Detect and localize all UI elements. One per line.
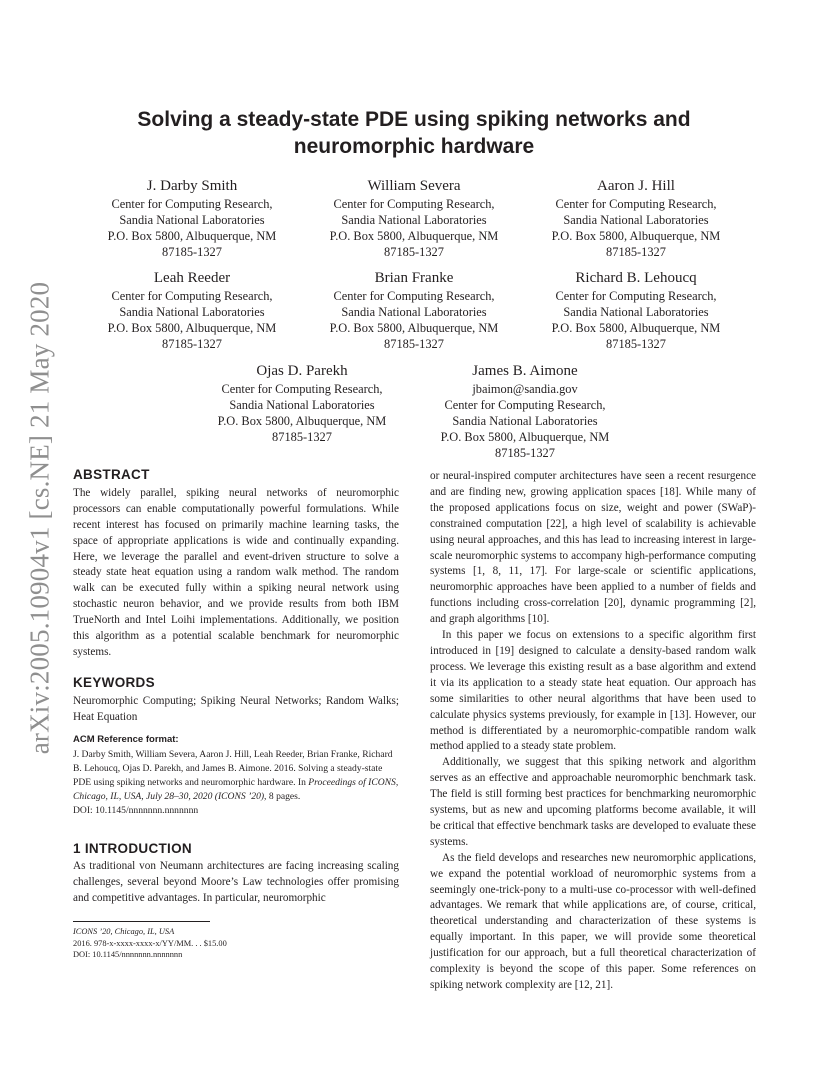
keywords-heading: KEYWORDS: [73, 674, 155, 690]
author-affiliation: Center for Computing Research,: [333, 197, 495, 211]
body-paragraph: As the field develops and researches new neuromorphic applications, we expand the potential workload of neuromorphic systems from a seemingly one-trick-pony to a multi-use co-processor with well-defined advantages. We remark that while applications are, of course, critical, theoretical understanding and characterization of these systems is equally important. In this paper, we will provide some theoretical justification for our approach, but a full theoretical characterization of complexity is beyond the scope of this paper. Some references on spiking network complexity are [12, 21].: [430, 851, 756, 991]
author-affiliation: Sandia National Laboratories: [119, 213, 265, 227]
title-line-1: Solving a steady-state PDE using spiking networks and: [137, 108, 691, 131]
author-block: [415, 362, 635, 461]
author-address: P.O. Box 5800, Albuquerque, NM: [551, 321, 721, 335]
author-name: J. Darby Smith: [146, 178, 238, 194]
footnote-isbn: 2016. 978-x-xxxx-xxxx-x/YY/MM. . . $15.00: [73, 938, 227, 948]
author-name: Aaron J. Hill: [597, 178, 675, 194]
author-name: William Severa: [367, 178, 461, 194]
author-address: P.O. Box 5800, Albuquerque, NM: [551, 229, 721, 243]
author-block: [192, 362, 412, 445]
acm-reference-pages: 8 pages.: [266, 790, 301, 802]
author-affiliation: Center for Computing Research,: [333, 289, 495, 303]
author-address: P.O. Box 5800, Albuquerque, NM: [329, 321, 499, 335]
author-address: P.O. Box 5800, Albuquerque, NM: [107, 321, 277, 335]
author-zip: 87185-1327: [384, 245, 444, 259]
acm-reference: [73, 748, 399, 804]
author-affiliation: Sandia National Laboratories: [229, 398, 375, 412]
arxiv-identifier: arXiv:2005.10904v1 [cs.NE] 21 May 2020: [24, 281, 55, 755]
author-affiliation: Center for Computing Research,: [111, 197, 273, 211]
author-address: P.O. Box 5800, Albuquerque, NM: [329, 229, 499, 243]
author-block: [526, 177, 746, 260]
author-affiliation: Sandia National Laboratories: [341, 305, 487, 319]
paper-title: [100, 106, 728, 160]
body-paragraph: or neural-inspired computer architectures have seen a recent resurgence and are finding new, growing application spaces [18]. While many of the proposed applications focus on size, weight and power (SWaP)-constrained computation [22], a high level of scalability is achievable using neural approaches, and this has lead to increasing interest in large-scale neuromorphic systems to accompany high-performance computing systems [1, 8, 11, 17]. For large-scale or scientific applications, neuromorphic approaches have been applied to a number of fields and functions including cross-correlation [20], dynamic programming [2], and graph algorithms [10].: [430, 470, 756, 626]
author-address: P.O. Box 5800, Albuquerque, NM: [440, 430, 610, 444]
author-block: [82, 269, 302, 352]
right-column: [430, 469, 756, 994]
footnote-doi: DOI: 10.1145/nnnnnnn.nnnnnnn: [73, 950, 183, 959]
author-affiliation: Sandia National Laboratories: [119, 305, 265, 319]
author-address: P.O. Box 5800, Albuquerque, NM: [217, 414, 387, 428]
body-paragraph: In this paper we focus on extensions to a specific algorithm first introduced in [19] designed to calculate a density-based random walk process. We leverage this existing result as a base algorithm and extend it via its application to a steady state heat equation. Our approach has some similarities to other neural algorithms that have been used to calculate physics systems previously, for example in [13]. However, our method is differentiated by a neuromorphic-compatible random walk method applied to a steady state problem.: [430, 629, 756, 753]
acm-reference-text: J. Darby Smith, William Severa, Aaron J. Hill, Leah Reeder, Brian Franke, Richard B. Lehoucq, Ojas D. Parekh, and James B. Aimone. 2016. Solving a steady-state PDE using spiking networks and neuromorphic hardware. In: [73, 748, 393, 788]
author-zip: 87185-1327: [606, 337, 666, 351]
author-address: P.O. Box 5800, Albuquerque, NM: [107, 229, 277, 243]
keywords-text: Neuromorphic Computing; Spiking Neural Networks; Random Walks; Heat Equation: [73, 694, 399, 723]
author-name: Leah Reeder: [153, 270, 231, 286]
author-affiliation: Center for Computing Research,: [555, 289, 717, 303]
body-paragraph: Additionally, we suggest that this spiking network and algorithm serves as an effective and approachable neuromorphic benchmark task. The field is still forming best practices for benchmarking neuromorphic systems, but as new and upcoming platforms become available, it will be critical that effective benchmark tasks are developed to evaluate these systems.: [430, 756, 756, 848]
author-name: James B. Aimone: [472, 363, 578, 379]
abstract-heading: ABSTRACT: [73, 467, 150, 482]
author-name: Ojas D. Parekh: [256, 363, 348, 379]
author-zip: 87185-1327: [495, 446, 555, 460]
author-affiliation: Sandia National Laboratories: [563, 305, 709, 319]
author-affiliation: Center for Computing Research,: [444, 398, 606, 412]
footnote-divider: [73, 921, 210, 922]
section-1-heading: 1 INTRODUCTION: [73, 840, 192, 856]
author-affiliation: Sandia National Laboratories: [452, 414, 598, 428]
footnote: [73, 926, 227, 961]
abstract-text: The widely parallel, spiking neural networks of neuromorphic processors can enable computationally powerful formulations. While recent interest has focused on primarily machine learning tasks, the space of appropriate applications is wide and continually expanding. Here, we leverage the parallel and event-driven structure to solve a steady state heat equation using a random walk method. The random walk can be executed fully within a spiking neural network using stochastic neuron behavior, and we provide results from both IBM TrueNorth and Intel Loihi implementations. Additionally, we position this algorithm as a potential scalable benchmark for neuromorphic systems.: [73, 486, 399, 658]
author-affiliation: Center for Computing Research,: [221, 382, 383, 396]
author-block: [304, 269, 524, 352]
acm-reference-venue: Proceedings of ICONS, Chicago, IL, USA, July 28–30, 2020 (ICONS ’20),: [73, 776, 399, 802]
author-zip: 87185-1327: [272, 430, 332, 444]
author-block: [82, 177, 302, 260]
author-affiliation: Sandia National Laboratories: [563, 213, 709, 227]
title-line-2: neuromorphic hardware: [293, 135, 535, 158]
author-zip: 87185-1327: [162, 337, 222, 351]
author-name: Brian Franke: [374, 270, 454, 286]
author-affiliation: Center for Computing Research,: [555, 197, 717, 211]
author-zip: 87185-1327: [162, 245, 222, 259]
author-zip: 87185-1327: [606, 245, 666, 259]
author-email: jbaimon@sandia.gov: [472, 382, 578, 396]
acm-reference-label: ACM Reference format:: [73, 733, 179, 745]
left-column: [73, 467, 399, 907]
author-block: [526, 269, 746, 352]
author-block: [304, 177, 524, 260]
intro-paragraph: As traditional von Neumann architectures are facing increasing scaling challenges, several beyond Moore’s Law technologies offer promising and competitive advantages. In particular, neuromorphic: [73, 860, 399, 905]
author-affiliation: Sandia National Laboratories: [341, 213, 487, 227]
acm-reference-doi: DOI: 10.1145/nnnnnnn.nnnnnnn: [73, 804, 199, 816]
author-affiliation: Center for Computing Research,: [111, 289, 273, 303]
author-name: Richard B. Lehoucq: [575, 270, 697, 286]
author-zip: 87185-1327: [384, 337, 444, 351]
footnote-venue: ICONS ’20, Chicago, IL, USA: [73, 927, 175, 936]
